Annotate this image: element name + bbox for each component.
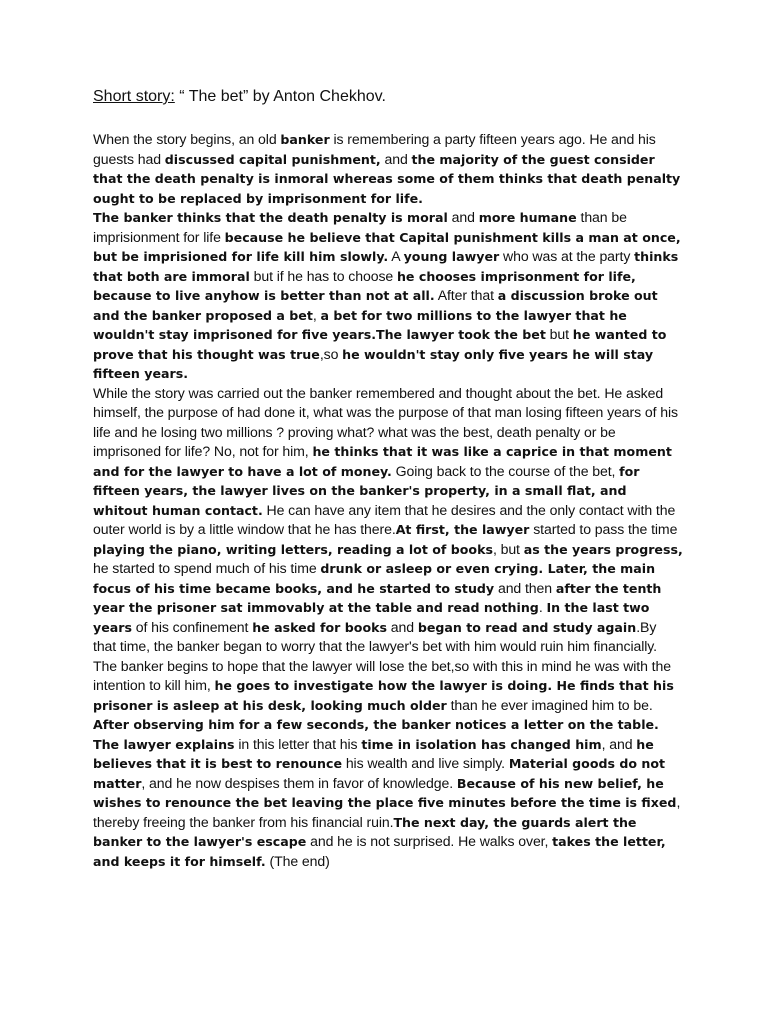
title-label: Short story: (93, 88, 175, 105)
text-run: but if he has to choose (249, 267, 397, 284)
text-run: .By that time, the banker began to worry that the lawyer's bet with him would ruin him financially. (93, 618, 658, 654)
text-run: he started to spend much of his time (93, 560, 321, 576)
bold-text-run: time in isolation has changed him (361, 736, 602, 752)
text-run: started to pass the time (529, 521, 678, 537)
text-run: The banker begins to hope that the lawyer will lose the bet,so with this in mind he was with the intention to kill him, (93, 657, 671, 693)
bold-text-run: a discussion broke out and the banker proposed a bet (93, 288, 658, 323)
bold-text-run: takes the letter, and keeps it for himself. (93, 834, 666, 869)
text-run: and then (494, 579, 556, 596)
bold-text-run: he believes that it is best to renounce (93, 736, 654, 771)
bold-text-run: he wouldn't stay only five years he will stay fifteen years. (93, 346, 654, 381)
text-run: is remembering a party fifteen years ago. He and his guests had (93, 131, 656, 167)
text-run: of his confinement (131, 618, 253, 635)
bold-text-run: more humane (478, 210, 577, 225)
text-run: After that (434, 287, 498, 303)
bold-text-run: The banker thinks that the death penalty is moral (93, 210, 448, 225)
bold-text-run: he asked for books (252, 619, 387, 635)
bold-text-run: banker (280, 132, 330, 147)
text-run: A (388, 248, 404, 264)
story-paragraph (93, 657, 683, 872)
story-paragraph (93, 130, 683, 208)
text-run: He can have any item that he desires and the only contact with the outer world is by a little window that he has there. (93, 501, 676, 537)
text-run: his wealth and live simply. (342, 755, 509, 771)
bold-text-run: he wanted to prove that his thought was true (93, 327, 667, 362)
bold-text-run: he goes to investigate how the lawyer is doing. He finds that his prisoner is asleep at his desk, looking much older (93, 678, 674, 713)
text-run: and (447, 209, 479, 225)
document-page (93, 86, 683, 871)
text-run: ,so (319, 345, 343, 362)
text-run: than be imprisionment for life (93, 209, 627, 245)
text-run: , thereby freeing the banker from his financial ruin. (93, 794, 681, 830)
text-run: than he ever imagined him to be. (446, 696, 653, 713)
bold-text-run: thinks that both are immoral (93, 249, 679, 284)
bold-text-run: In the last two years (93, 600, 650, 635)
document-title (93, 86, 683, 108)
bold-text-run: as the years progress, (523, 541, 683, 557)
bold-text-run: playing the piano, writing letters, reading a lot of books (93, 541, 493, 557)
text-run: who was at the party (499, 248, 635, 264)
bold-text-run: he chooses imprisonment for life, because to live anyhow is better than not at all. (93, 268, 636, 303)
bold-text-run: for fifteen years, the lawyer lives on the banker's property, in a small flat, and whitout human contact. (93, 463, 640, 518)
story-body (93, 130, 683, 871)
text-run: , (312, 306, 321, 323)
text-run: , but (492, 540, 524, 557)
bold-text-run: young lawyer (403, 249, 500, 264)
text-run: . (538, 599, 547, 615)
bold-text-run: The next day, the guards alert the banker to the lawyer's escape (93, 814, 637, 849)
bold-text-run: began to read and study again (417, 619, 637, 635)
title-text: “ The bet” by Anton Chekhov. (174, 88, 386, 105)
story-paragraph (93, 208, 683, 384)
bold-text-run: he thinks that it was like a caprice in that moment and for the lawyer to have a lot of money. (93, 444, 672, 479)
text-run: When the story begins, an old (93, 131, 281, 147)
story-paragraph (93, 384, 683, 657)
bold-text-run: a bet for two millions to the lawyer that he wouldn't stay imprisoned for five years.The lawyer took the bet (93, 307, 627, 342)
text-run: While the story was carried out the banker remembered and thought about the bet. He asked himself, the purpose of had done it, what was the purpose of that man losing fifteen years of his life and he losing two millions ? proving what? what was the best, death penalty or be imprisoned for life? No, not for him, (93, 384, 678, 459)
text-run: and (380, 150, 412, 167)
text-run: Going back to the course of the bet, (391, 462, 620, 479)
bold-text-run: drunk or asleep or even crying. Later, the main focus of his time became books, and he started to study (93, 561, 656, 596)
bold-text-run: discussed capital punishment, (164, 151, 381, 167)
text-run: in this letter that his (234, 735, 362, 752)
bold-text-run: At first, the lawyer (395, 522, 530, 537)
bold-text-run: Because of his new belief, he wishes to renounce the bet leaving the place five minutes before the time is fixed (93, 775, 677, 810)
bold-text-run: because he believe that Capital punishment kills a man at once, but be imprisioned for life kill him slowly. (93, 229, 681, 264)
text-run: and he is not surprised. He walks over, (306, 833, 553, 849)
text-run: but (545, 326, 573, 342)
bold-text-run: After observing him for a few seconds, the banker notices a letter on the table. The lawyer explains (93, 717, 659, 752)
bold-text-run: the majority of the guest consider that the death penalty is inmoral whereas some of them thinks that death penalty ought to be replaced by imprisonment for life. (93, 151, 681, 206)
bold-text-run: after the tenth year the prisoner sat immovably at the table and read nothing (93, 580, 662, 615)
text-run: (The end) (265, 852, 330, 869)
text-run: and (386, 618, 418, 635)
bold-text-run: Material goods do not matter (93, 756, 666, 791)
text-run: , and (601, 735, 637, 752)
text-run: , and he now despises them in favor of knowledge. (141, 774, 457, 791)
